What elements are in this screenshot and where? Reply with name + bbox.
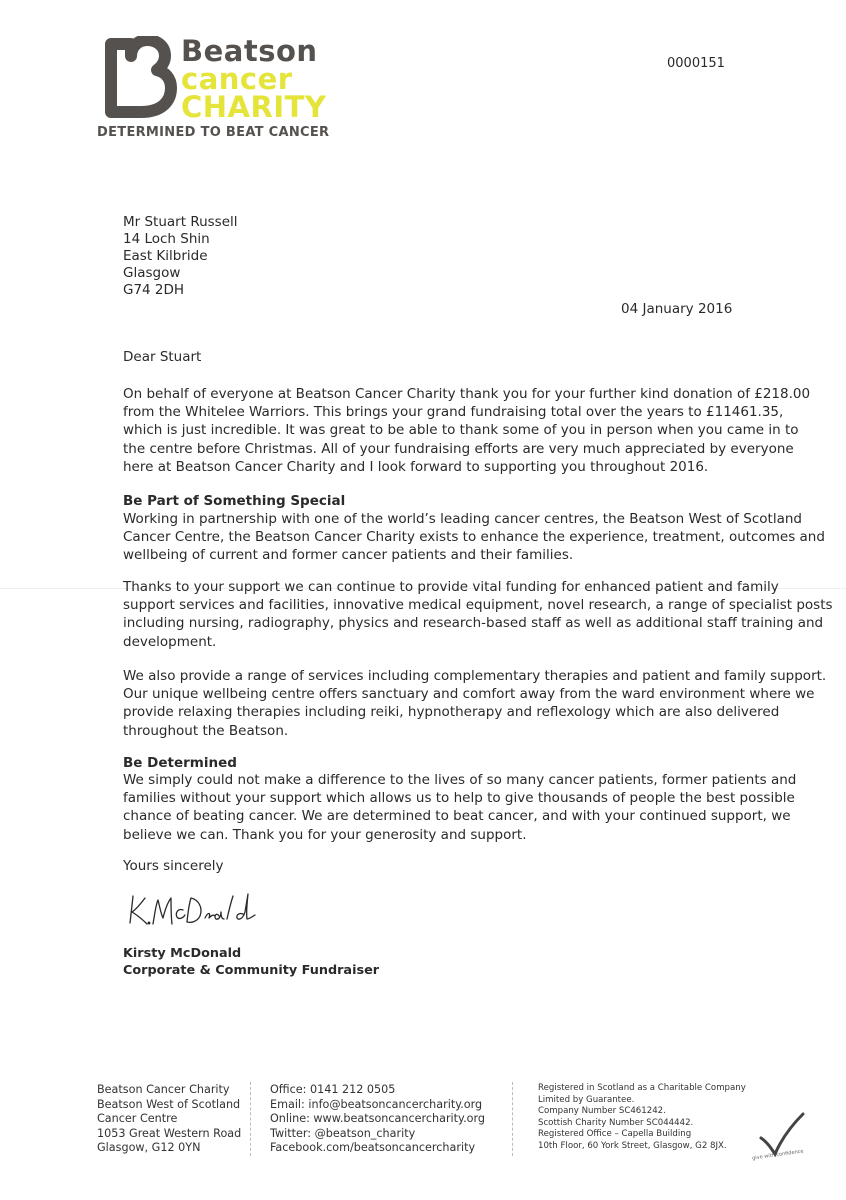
badge-caption: give with confidence xyxy=(751,1148,804,1162)
recipient-address-line2: East Kilbride xyxy=(123,248,208,264)
footer-line: Company Number SC461242. xyxy=(538,1106,666,1117)
footer-line: Registered in Scotland as a Charitable Company xyxy=(538,1083,746,1093)
footer-line: Facebook.com/beatsoncancercharity xyxy=(270,1141,476,1155)
handwritten-signature xyxy=(125,888,265,932)
footer-line: Beatson West of Scotland xyxy=(97,1097,241,1111)
recipient-postcode: G74 2DH xyxy=(123,282,185,298)
recipient-name: Mr Stuart Russell xyxy=(123,214,238,230)
section-heading-special: Be Part of Something Special xyxy=(123,493,346,509)
text-line: families without your support which allows us to help to give thousands of people the best possible xyxy=(123,790,795,807)
recipient-address-line3: Glasgow xyxy=(123,265,181,281)
body-paragraph-1 xyxy=(123,385,811,476)
text-line: chance of beating cancer. We are determined to beat cancer, and with your continued support, we xyxy=(123,808,791,825)
text-line: which is just incredible. It was great to be able to thank some of you in person when you came in to xyxy=(123,422,799,439)
footer-line: 10th Floor, 60 York Street, Glasgow, G2 8JX. xyxy=(538,1140,727,1151)
footer-line: 1053 Great Western Road xyxy=(97,1126,242,1140)
signatory-title: Corporate & Community Fundraiser xyxy=(123,963,380,978)
text-line: believe we can. Thank you for your generosity and support. xyxy=(123,826,527,843)
reference-number: 0000151 xyxy=(667,56,725,71)
footer-line: Office: 0141 212 0505 xyxy=(270,1083,396,1096)
footer-line: Glasgow, G12 0YN xyxy=(97,1141,201,1155)
footer-line: Twitter: @beatson_charity xyxy=(270,1126,416,1140)
footer-line: Registered Office – Capella Building xyxy=(538,1129,692,1140)
text-line: wellbeing of current and former cancer patients and their families. xyxy=(123,547,574,564)
salutation: Dear Stuart xyxy=(123,349,202,365)
text-line: We simply could not make a difference to the lives of so many cancer patients, former patients and xyxy=(123,772,797,788)
text-line: throughout the Beatson. xyxy=(123,722,289,739)
footer-line: Limited by Guarantee. xyxy=(538,1094,635,1105)
footer-line: Scottish Charity Number SC044442. xyxy=(538,1117,694,1128)
body-paragraph-5 xyxy=(123,771,797,844)
footer-registration xyxy=(538,1083,746,1153)
section-heading-determined: Be Determined xyxy=(123,755,237,771)
logo-word-beatson: Beatson xyxy=(181,34,318,68)
body-paragraph-4 xyxy=(123,667,827,740)
text-line: the centre before Christmas. All of your fundraising efforts are very much appreciated by everyone xyxy=(123,440,794,457)
closing: Yours sincerely xyxy=(123,858,224,874)
text-line: from the Whitelee Warriors. This brings your grand fundraising total over the years to £11461.35, xyxy=(123,404,784,421)
heart-logo-icon xyxy=(97,36,181,120)
logo-word-cancer: cancer xyxy=(181,62,293,96)
text-line: provide relaxing therapies including reiki, hypnotherapy and reflexology which are also delivered xyxy=(123,704,780,721)
footer-line: Beatson Cancer Charity xyxy=(97,1083,230,1096)
text-line: Thanks to your support we can continue to provide vital funding for enhanced patient and family xyxy=(123,579,779,595)
body-paragraph-3 xyxy=(123,578,833,651)
text-line: On behalf of everyone at Beatson Cancer Charity thank you for your further kind donation of £218.00 xyxy=(123,386,811,402)
text-line: support services and facilities, innovative medical equipment, novel research, a range of specialist posts xyxy=(123,597,833,614)
footer-line: Email: info@beatsoncancercharity.org xyxy=(270,1097,483,1111)
recipient-address-line1: 14 Loch Shin xyxy=(123,231,210,247)
text-line: Our unique wellbeing centre offers sanctuary and comfort away from the ward environment where we xyxy=(123,686,815,703)
text-line: development. xyxy=(123,633,217,650)
text-line: Working in partnership with one of the world’s leading cancer centres, the Beatson West of Scotland xyxy=(123,511,802,527)
footer-line: Cancer Centre xyxy=(97,1112,178,1126)
text-line: including nursing, radiography, physics and research-based staff as well as additional staff training and xyxy=(123,615,824,632)
text-line: here at Beatson Cancer Charity and I look forward to supporting you throughout 2016. xyxy=(123,458,709,475)
body-paragraph-2 xyxy=(123,510,825,565)
text-line: Cancer Centre, the Beatson Cancer Charity exists to enhance the experience, treatment, outcomes and xyxy=(123,529,825,546)
letter-date: 04 January 2016 xyxy=(621,301,733,317)
text-line: We also provide a range of services including complementary therapies and patient and family support. xyxy=(123,668,827,684)
footer-divider xyxy=(512,1082,513,1156)
logo-word-charity: CHARITY xyxy=(181,90,327,124)
signatory-name: Kirsty McDonald xyxy=(123,946,242,961)
logo-tagline: DETERMINED TO BEAT CANCER xyxy=(97,125,330,140)
footer-address xyxy=(97,1083,241,1156)
footer-line: Online: www.beatsoncancercharity.org xyxy=(270,1112,485,1126)
footer-contact xyxy=(270,1083,485,1156)
footer-divider xyxy=(250,1082,251,1156)
charity-logo xyxy=(97,34,337,144)
